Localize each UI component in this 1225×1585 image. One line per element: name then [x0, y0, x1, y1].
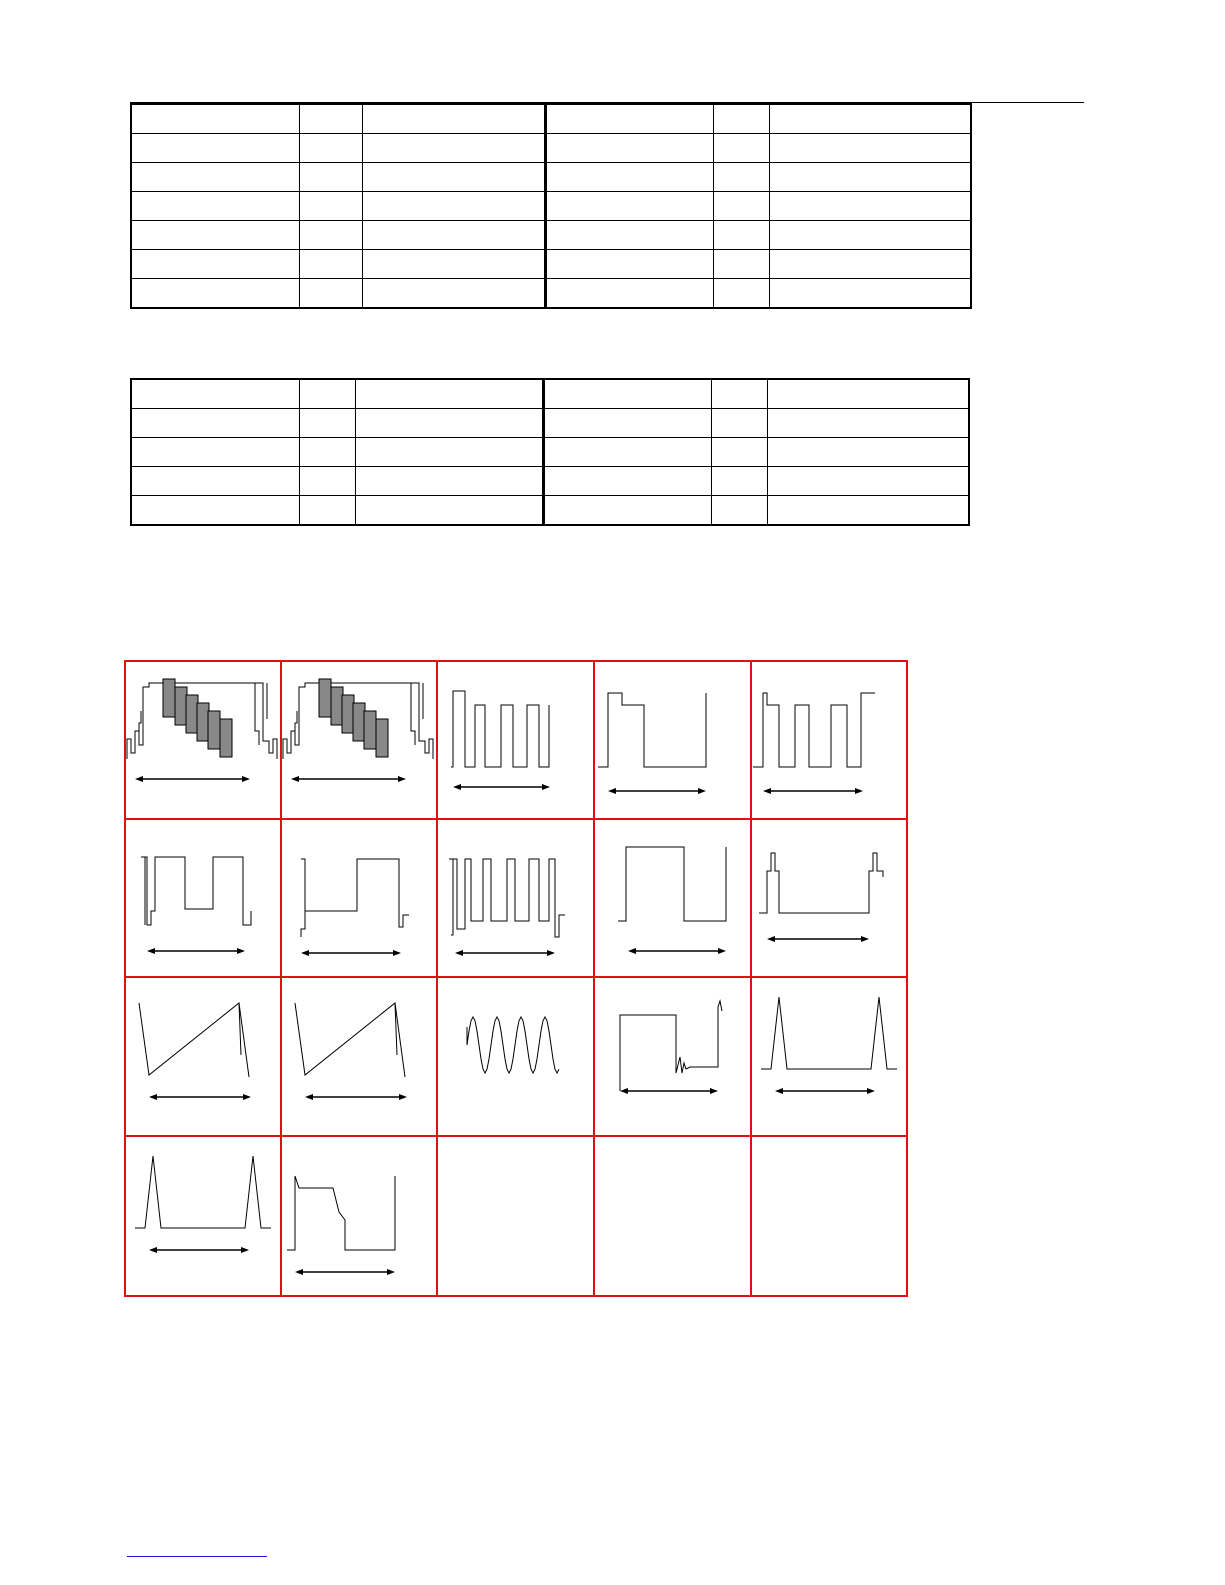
waveform-cell [437, 977, 594, 1136]
waveform-decaying-step-icon [287, 1176, 395, 1275]
waveform-square-pulse-icon [618, 847, 726, 954]
waveform-cell [751, 819, 907, 977]
waveform-cell [125, 819, 281, 977]
waveform-cell [594, 1136, 751, 1296]
waveform-staircase-icon [301, 859, 409, 956]
waveform-sine-icon [467, 1017, 559, 1073]
waveform-cell [594, 977, 751, 1136]
waveform-notched-pulse-icon [753, 693, 875, 794]
waveform-sawtooth-icon [295, 1003, 407, 1100]
waveform-cell [751, 661, 907, 819]
waveform-cell [594, 661, 751, 819]
waveform-sawtooth-icon [139, 1003, 251, 1100]
waveform-stepped-pulse-icon [141, 857, 251, 954]
waveform-pulse-burst-icon [449, 859, 565, 956]
waveform-cell [751, 1136, 907, 1296]
waveform-spike-pair-icon [759, 853, 883, 942]
waveform-cell [437, 661, 594, 819]
waveform-step-down-pulse-icon [598, 693, 706, 794]
waveform-cell [751, 977, 907, 1136]
waveform-stepped-burst-icon [283, 679, 433, 782]
waveform-cell [125, 977, 281, 1136]
waveform-cell [125, 1136, 281, 1296]
waveform-cell [437, 1136, 594, 1296]
footer-link-underline [127, 1556, 267, 1557]
waveform-pulse-with-ringing-icon [620, 1001, 722, 1094]
waveform-stepped-burst-icon [127, 679, 277, 782]
waveform-pulse-train-icon [451, 691, 550, 790]
waveform-narrow-spike-icon [135, 1156, 271, 1253]
waveform-cell [281, 977, 437, 1136]
waveform-narrow-spike-icon [761, 997, 897, 1094]
waveform-cell [594, 819, 751, 977]
